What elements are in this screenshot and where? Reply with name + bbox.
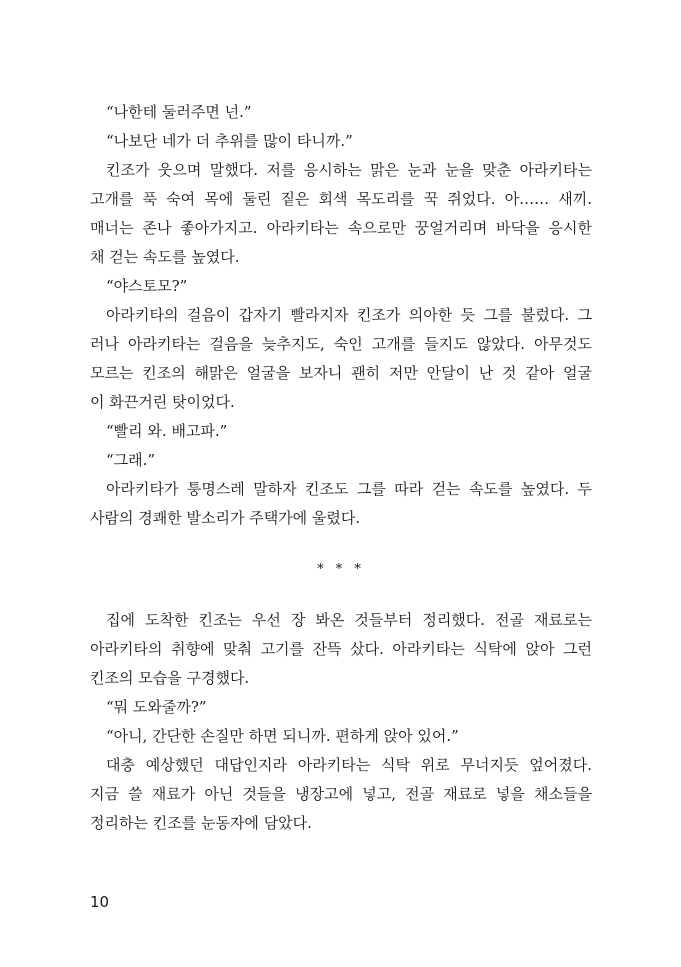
text-line: 대충 예상했던 대답인지라 아라키타는 식탁 위로 무너지듯 엎어졌다. bbox=[106, 756, 592, 774]
text-line: “뭐 도와줄까?” bbox=[106, 698, 207, 716]
text-line: 킨조의 모습을 구경했다. bbox=[90, 669, 250, 687]
text-line: 채 걷는 속도를 높였다. bbox=[90, 248, 240, 266]
text-line: 매너는 존나 좋아가지고. 아라키타는 속으로만 꿍얼거리며 바닥을 응시한 bbox=[90, 219, 592, 237]
text-line: 집에 도착한 킨조는 우선 장 봐온 것들부터 정리했다. 전골 재료로는 bbox=[106, 611, 592, 629]
scene-break: * * * bbox=[317, 562, 365, 577]
text-line: 러나 아라키타는 걸음을 늦추지도, 숙인 고개를 들지도 않았다. 아무것도 bbox=[90, 335, 592, 353]
section-1 bbox=[90, 98, 592, 533]
section-2 bbox=[90, 606, 592, 838]
text-line: 사람의 경쾌한 발소리가 주택가에 울렸다. bbox=[90, 509, 361, 527]
text-line: “나한테 둘러주면 넌.” bbox=[106, 103, 252, 121]
text-line: “야스토모?” bbox=[106, 277, 188, 295]
text-line: 이 화끈거린 탓이었다. bbox=[90, 393, 235, 411]
text-line: 지금 쓸 재료가 아닌 것들을 냉장고에 넣고, 전골 재료로 넣을 채소들을 bbox=[90, 785, 592, 803]
text-line: “그래.” bbox=[106, 451, 156, 469]
text-line: “빨리 와. 배고파.” bbox=[106, 422, 228, 440]
page-number: 10 bbox=[90, 893, 110, 911]
text-line: 정리하는 킨조를 눈동자에 담았다. bbox=[90, 814, 312, 832]
text-line: 고개를 푹 숙여 목에 둘린 짙은 회색 목도리를 꾹 쥐었다. 아…… 새끼. bbox=[90, 190, 592, 208]
text-line: 아라키타의 취향에 맞춰 고기를 잔뜩 샀다. 아라키타는 식탁에 앉아 그런 bbox=[90, 640, 592, 658]
text-line: 킨조가 웃으며 말했다. 저를 응시하는 맑은 눈과 눈을 맞춘 아라키타는 bbox=[106, 161, 592, 179]
text-line: “나보단 네가 더 추위를 많이 타니까.” bbox=[106, 132, 353, 150]
text-line: “아니, 간단한 손질만 하면 되니까. 편하게 앉아 있어.” bbox=[106, 727, 459, 745]
page-body bbox=[90, 98, 592, 838]
text-line: 아라키타의 걸음이 갑자기 빨라지자 킨조가 의아한 듯 그를 불렀다. 그 bbox=[106, 306, 592, 324]
text-line: 아라키타가 퉁명스레 말하자 킨조도 그를 따라 걷는 속도를 높였다. 두 bbox=[106, 480, 592, 498]
text-line: 모르는 킨조의 해맑은 얼굴을 보자니 괜히 저만 안달이 난 것 같아 얼굴 bbox=[90, 364, 592, 382]
